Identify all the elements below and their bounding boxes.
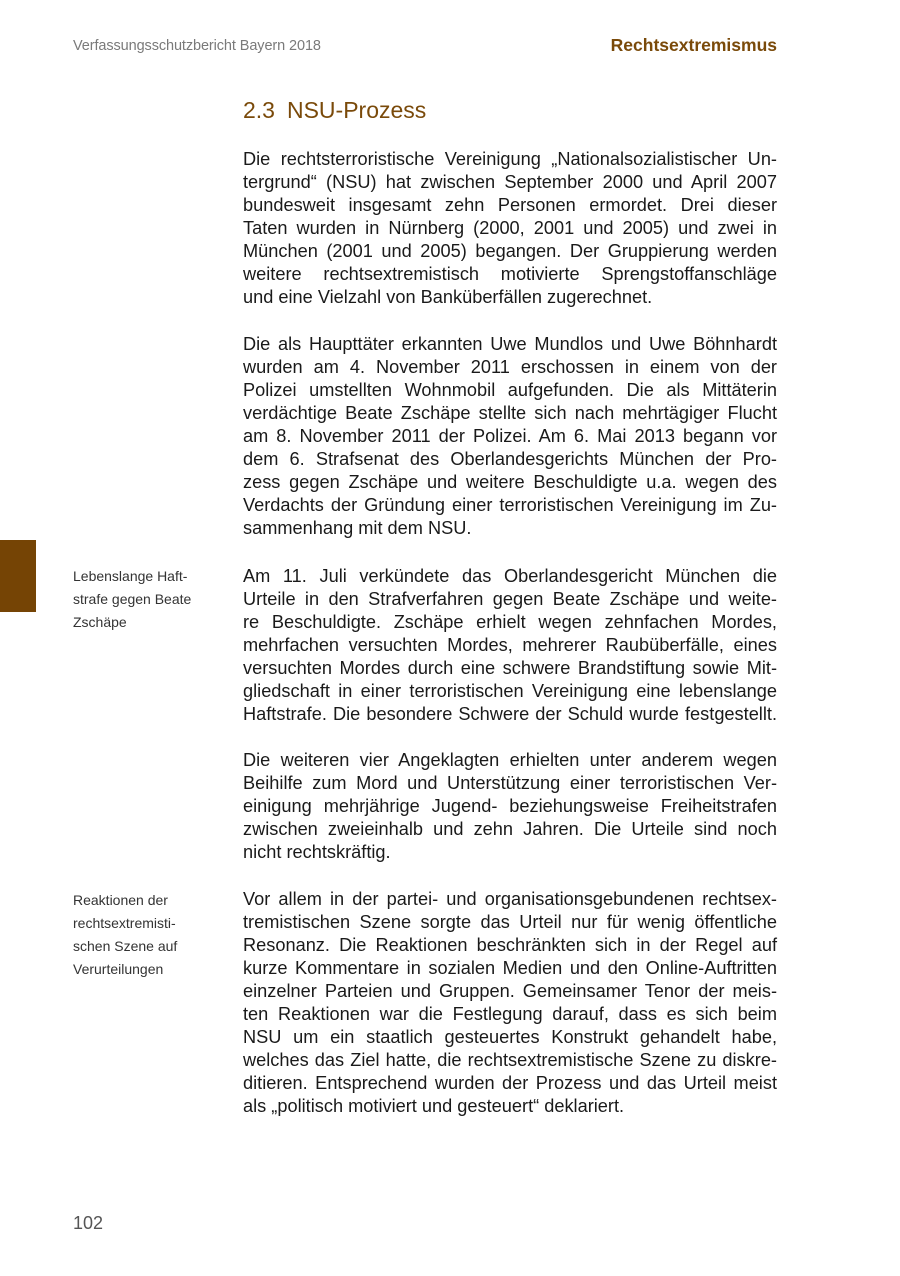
text-line: als „politisch motiviert und gesteuert“ deklariert. xyxy=(243,1096,625,1116)
text-line: wurden am 4. November 2011 erschossen in einem von der xyxy=(243,357,777,377)
text-line: re Beschuldigte. Zschäpe erhielt wegen zehnfachen Mordes, xyxy=(243,612,777,632)
page-number: 102 xyxy=(73,1213,104,1233)
margin-note-reactions xyxy=(73,889,223,981)
text-line: einzelner Parteien und Gruppen. Gemeinsamer Tenor der meis- xyxy=(243,981,777,1001)
text-line: Verdachts der Gründung einer terroristischen Vereinigung im Zu- xyxy=(243,495,777,515)
text-line: welches das Ziel hatte, die rechtsextremistische Szene zu diskre- xyxy=(243,1050,777,1070)
section-title-text: NSU-Prozess xyxy=(286,97,427,123)
text-line: ditieren. Entsprechend wurden der Prozess und das Urteil meist xyxy=(243,1073,777,1093)
text-line: Polizei umstellten Wohnmobil aufgefunden. Die als Mittäterin xyxy=(243,380,777,400)
margin-note-line: schen Szene auf xyxy=(73,938,178,954)
margin-note-line: Verurteilungen xyxy=(73,961,164,977)
paragraph-perpetrators xyxy=(243,333,777,540)
section-title xyxy=(243,97,426,124)
running-header-left: Verfassungsschutzbericht Bayern 2018 xyxy=(73,38,321,54)
text-line: München (2001 und 2005) begangen. Der Gruppierung werden xyxy=(243,241,777,261)
text-line: versuchten Mordes durch eine schwere Brandstiftung sowie Mit- xyxy=(243,658,777,678)
text-line: kurze Kommentare in sozialen Medien und den Online-Auftritten xyxy=(243,958,777,978)
text-line: gliedschaft in einer terroristischen Vereinigung eine lebenslange xyxy=(243,681,777,701)
side-tab-marker xyxy=(0,540,36,612)
text-line: Resonanz. Die Reaktionen beschränkten sich in der Regel auf xyxy=(243,935,777,955)
text-line: mehrfachen versuchten Mordes, mehrerer Raubüberfälle, eines xyxy=(243,635,777,655)
text-line: verdächtige Beate Zschäpe stellte sich nach mehrtägiger Flucht xyxy=(243,403,777,423)
paragraph-verdict xyxy=(243,565,777,726)
text-line: ten Reaktionen war die Festlegung darauf, dass es sich beim xyxy=(243,1004,777,1024)
text-line: am 8. November 2011 der Polizei. Am 6. Mai 2013 begann vor xyxy=(243,426,777,446)
text-line: Haftstrafe. Die besondere Schwere der Schuld wurde festgestellt. xyxy=(243,704,777,724)
text-line: einigung mehrjährige Jugend- beziehungsweise Freiheitstrafen xyxy=(243,796,777,816)
margin-note-line: strafe gegen Beate xyxy=(73,591,192,607)
text-line: tergrund“ (NSU) hat zwischen September 2000 und April 2007 xyxy=(243,172,777,192)
text-line: zwischen zweieinhalb und zehn Jahren. Die Urteile sind noch xyxy=(243,819,777,839)
text-line: Die als Haupttäter erkannten Uwe Mundlos und Uwe Böhnhardt xyxy=(243,334,777,354)
text-line: tremistischen Szene sorgte das Urteil nur für wenig öffentliche xyxy=(243,912,777,932)
text-line: und eine Vielzahl von Banküberfällen zugerechnet. xyxy=(243,287,653,307)
text-line: Vor allem in der partei- und organisationsgebundenen rechtsex- xyxy=(243,889,777,909)
text-line: weitere rechtsextremistisch motivierte Sprengstoffanschläge xyxy=(243,264,777,284)
text-line: sammenhang mit dem NSU. xyxy=(243,518,472,538)
text-line: Taten wurden in Nürnberg (2000, 2001 und 2005) und zwei in xyxy=(243,218,777,238)
text-line: bundesweit insgesamt zehn Personen ermordet. Drei dieser xyxy=(243,195,777,215)
margin-note-line: Reaktionen der xyxy=(73,892,168,908)
margin-note-line: rechtsextremisti- xyxy=(73,915,176,931)
running-header-right: Rechtsextremismus xyxy=(610,35,777,55)
paragraph-nsu-intro xyxy=(243,148,777,309)
text-line: Urteile in den Strafverfahren gegen Beate Zschäpe und weite- xyxy=(243,589,777,609)
text-line: NSU um ein staatlich gesteuertes Konstrukt gehandelt habe, xyxy=(243,1027,777,1047)
section-number: 2.3 xyxy=(243,97,275,123)
text-line: zess gegen Zschäpe und weitere Beschuldigte u.a. wegen des xyxy=(243,472,777,492)
paragraph-scene-reactions xyxy=(243,888,777,1118)
margin-note-line: Zschäpe xyxy=(73,614,127,630)
text-line: Am 11. Juli verkündete das Oberlandesgericht München die xyxy=(243,566,777,586)
margin-note-life-sentence xyxy=(73,565,223,634)
text-line: Beihilfe zum Mord und Unterstützung einer terroristischen Ver- xyxy=(243,773,777,793)
text-line: dem 6. Strafsenat des Oberlandesgerichts München der Pro- xyxy=(243,449,777,469)
paragraph-co-defendants xyxy=(243,749,777,864)
text-line: Die weiteren vier Angeklagten erhielten unter anderem wegen xyxy=(243,750,777,770)
text-line: nicht rechtskräftig. xyxy=(243,842,391,862)
margin-note-line: Lebenslange Haft- xyxy=(73,568,188,584)
text-line: Die rechtsterroristische Vereinigung „Nationalsozialistischer Un- xyxy=(243,149,777,169)
